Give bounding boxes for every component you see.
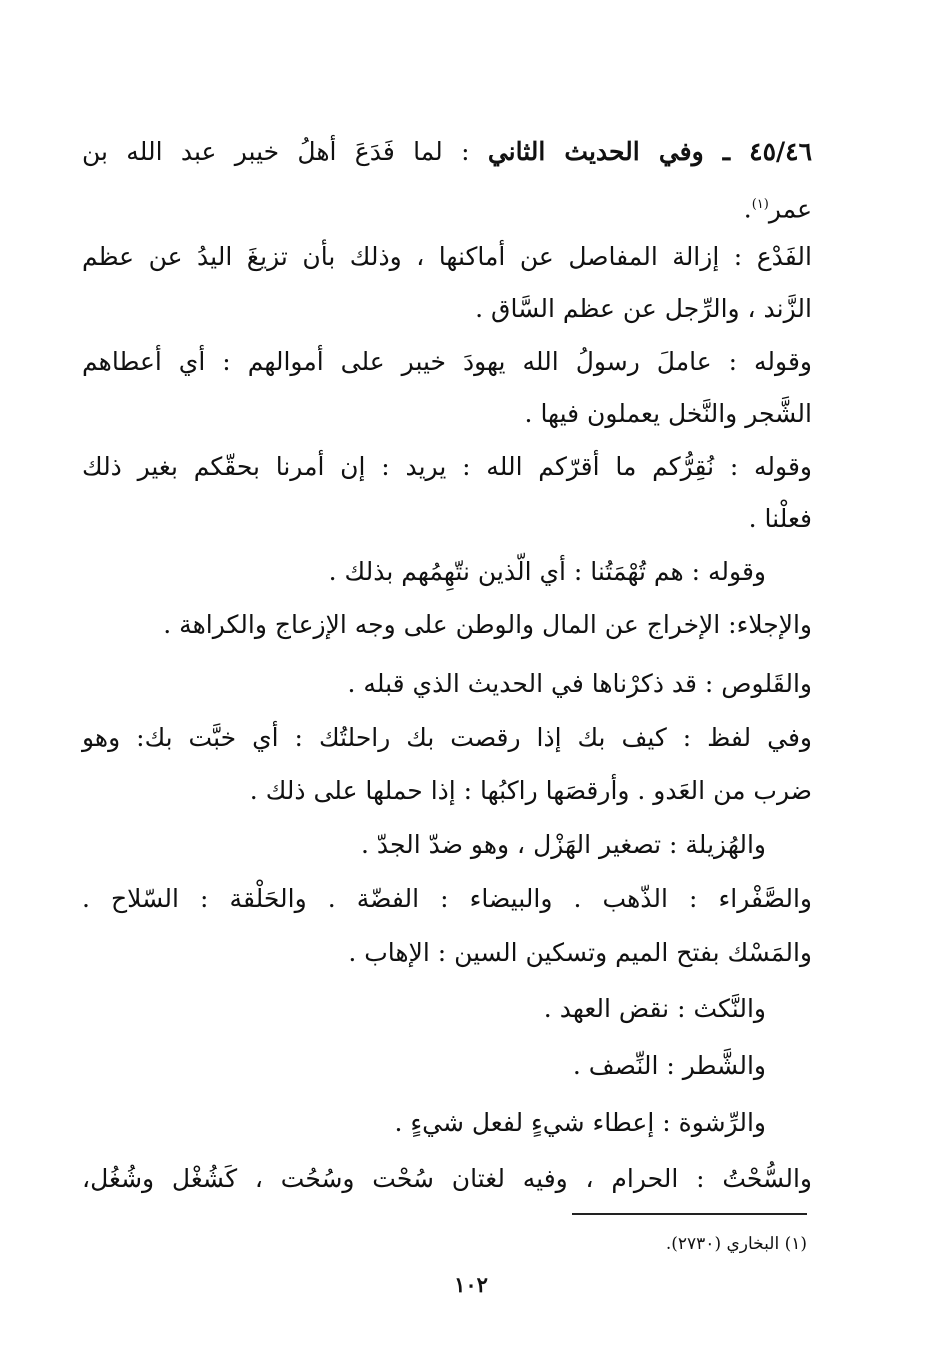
text-line: وقوله : نُقِرُّكم ما أقرّكم الله : يريد : إن أمرنا بحقّكم بغير ذلك [82,452,812,481]
text-line: عمر$^{(١)}$. [743,194,812,224]
text-line: ضرب من العَدو . وأرقصَها راكبُها : إذا حملها على ذلك . [249,776,812,805]
text-line: والنَّكث : نقض العهد . [543,994,766,1023]
text-line: فعلْنا . [748,504,812,533]
text-line: والقَلوص : قد ذكرْناها في الحديث الذي قبله . [347,669,812,698]
heading-dash: ـ [703,137,750,166]
text-line: الزَّند ، والرِّجل عن عظم السَّاق . [475,294,812,323]
heading-text: : لما فَدَعَ أهلُ خيبر عبد الله بن [82,137,488,166]
text-line: والسُّحْتُ : الحرام ، وفيه لغتان سُحْت وسُحُت ، كَشُغْل وشُغُل، [82,1164,812,1193]
text-line: والرِّشوة : إعطاء شيءٍ لفعل شيءٍ . [394,1108,766,1137]
text-line: والمَسْك بفتح الميم وتسكين السين : الإهاب . [348,938,812,967]
text-line: والصَّفْراء : الذّهب . والبيضاء : الفضّة . والحَلْقة : السّلاح . [82,884,812,913]
text-line: والإجلاء: الإخراج عن المال والوطن على وجه الإزعاج والكراهة . [163,610,812,639]
footnote-marker: (١) [751,197,769,212]
text-line: وفي لفظ : كيف بك إذا رقصت بك راحلتُك : أي خبَّت بك: وهو [82,723,812,752]
text-line: وقوله : عاملَ رسولُ الله يهودَ خيبر على أموالهم : أي أعطاهم [82,347,812,376]
hadith-title: وفي الحديث الثاني [487,137,704,166]
footnote-separator [572,1213,807,1215]
text-line: الفَدْع : إزالة المفاصل عن أماكنها ، وذلك بأن تزيغَ اليدُ عن عظم [82,242,812,271]
heading-line [82,133,812,173]
footnote: (١) البخاري (٢٧٣٠). [665,1234,807,1254]
hadith-number: ٤٥/٤٦ [749,137,812,166]
text-line: الشَّجر والنَّخل يعملون فيها . [524,399,812,428]
page-number: ١٠٢ [454,1272,488,1297]
text-line: والشَّطر : النِّصف . [572,1051,766,1080]
text-line: والهُزيلة : تصغير الهَزْل ، وهو ضدّ الجدّ . [360,830,766,859]
text-line: وقوله : هم تُهْمَتُنا : أي الّذين نتّهِمُهم بذلك . [328,557,766,586]
